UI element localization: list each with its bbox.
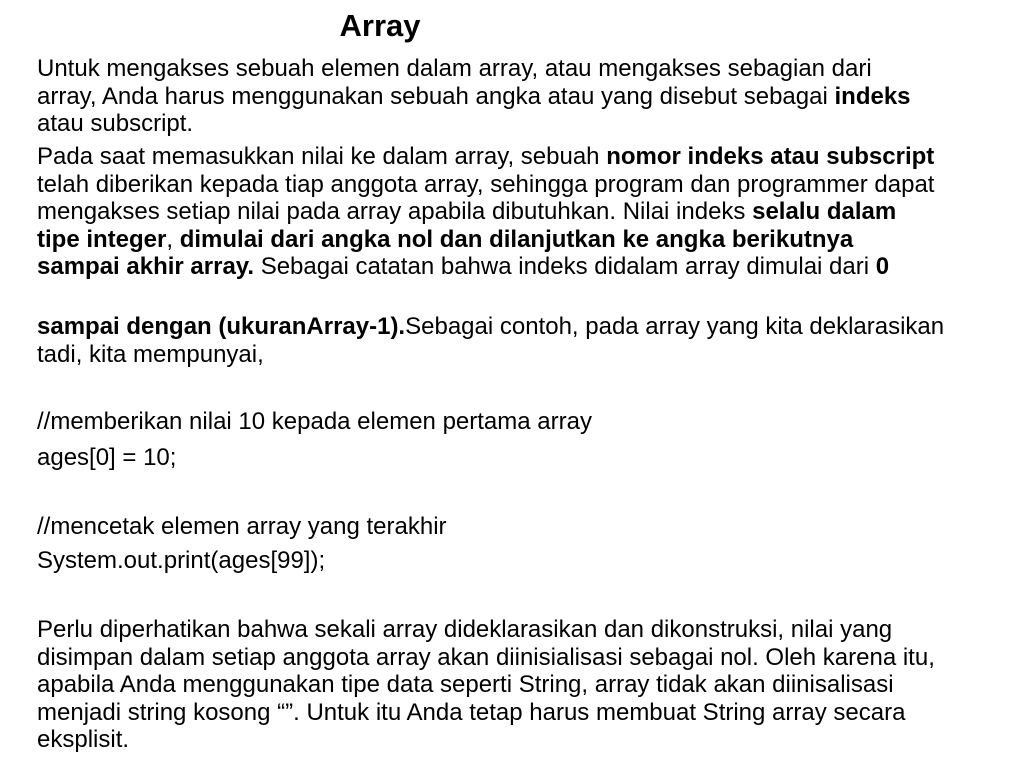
paragraph-initialization-note: Perlu diperhatikan bahwa sekali array dideklarasikan dan dikonstruksi, nilai yang disimpan dalam setiap anggota array akan diinisialisasi sebagai nol. Oleh karena itu, apabila Anda menggunakan tipe data seperti String, array tidak akan diinisalisasi menjadi string kosong “”. Untuk itu Anda tetap harus membuat String array secara eksplisit. <box>37 616 935 753</box>
bold-term-range: sampai dengan (ukuranArray-1). <box>37 313 406 340</box>
paragraph-index-explanation <box>37 143 937 281</box>
paragraph-text: Pada saat memasukkan nilai ke dalam array, sebuah <box>37 143 607 170</box>
paragraph-text: telah diberikan kepada tiap anggota array, sehingga program dan programmer dapat mengakses setiap nilai pada array apabila dibutuhkan. Nilai indeks <box>37 170 935 225</box>
paragraph-text: Untuk mengakses sebuah elemen dalam array, atau mengakses sebagian dari array, Anda harus menggunakan sebuah angka atau yang disebut sebagai <box>37 55 872 110</box>
bold-term-integer: selalu dalam tipe integer <box>37 198 897 253</box>
code-comment-print: //mencetak elemen array yang terakhir <box>37 513 447 540</box>
slide-title: Array <box>339 8 421 43</box>
paragraph-text: Sebagai contoh, pada array yang kita deklarasikan tadi, kita mempunyai, <box>37 313 945 368</box>
code-line-print: System.out.print(ages[99]); <box>37 547 326 574</box>
bold-term-indeks: indeks <box>834 82 911 110</box>
bold-term-dimulai: dimulai dari angka nol dan dilanjutkan ke angka berikutnya sampai akhir array. <box>37 225 854 280</box>
paragraph-index-range <box>37 313 957 368</box>
bold-term-zero: 0 <box>875 253 890 280</box>
paragraph-text: Sebagai catatan bahwa indeks didalam array dimulai dari <box>254 253 876 280</box>
code-line-assign: ages[0] = 10; <box>37 444 177 471</box>
paragraph-text: , <box>166 225 180 253</box>
paragraph-index-intro <box>37 55 917 138</box>
paragraph-text: atau subscript. <box>37 110 194 137</box>
code-comment-assign: //memberikan nilai 10 kepada elemen pertama array <box>37 408 592 435</box>
bold-term-nomor-indeks: nomor indeks atau subscript <box>606 143 935 170</box>
